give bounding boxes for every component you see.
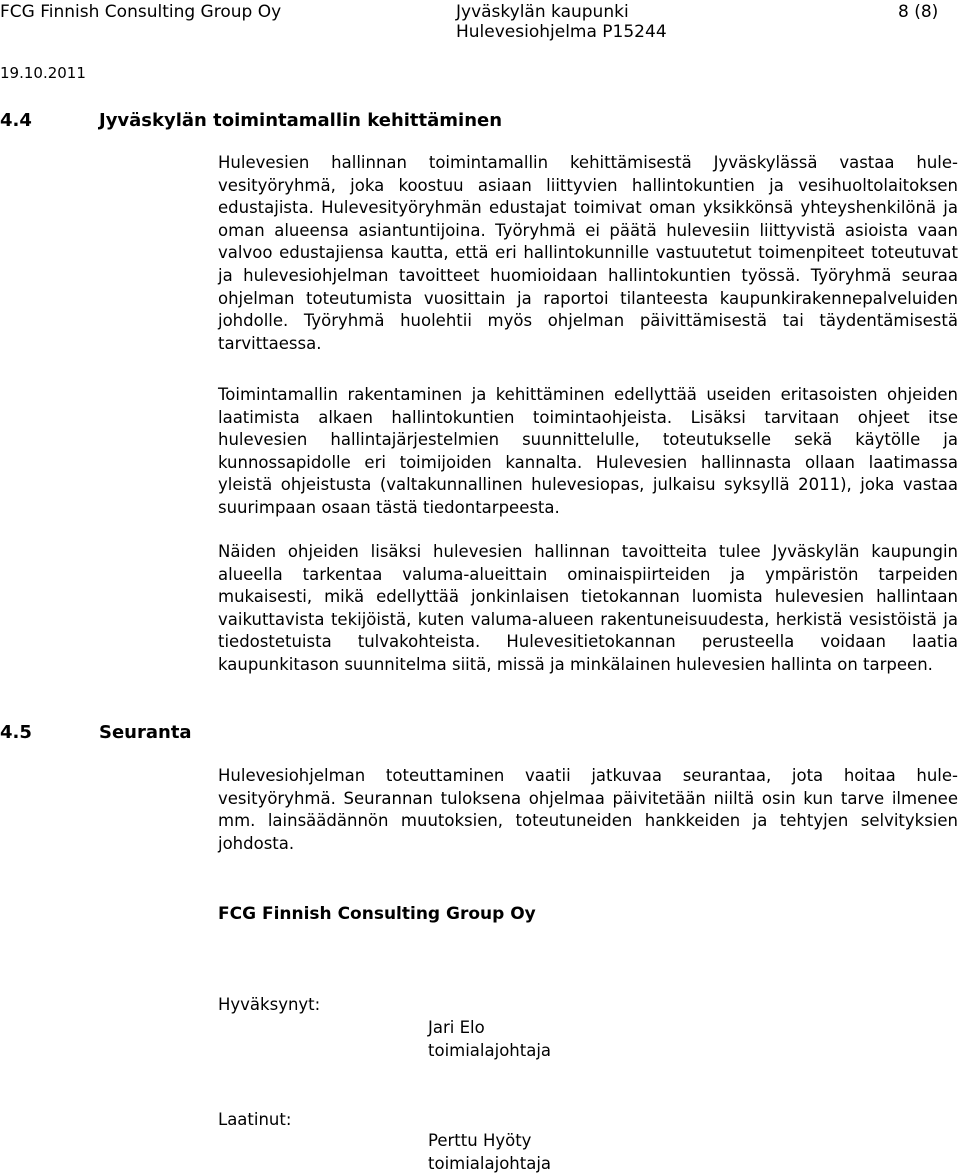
section-title: Jyväskylän toimintamallin kehittäminen [99, 110, 503, 131]
section-heading-4-4 [0, 110, 700, 134]
paragraph: Hulevesiohjelman toteuttaminen vaatii jatkuvaa seurantaa, jota hoitaa hulevesityöryhmä. Seurannan tuloksena ohjelmaa päivitetään niiltä osin kun tarve ilmenee mm. lainsäädännön muutoksien, toteutuneiden hankkeiden ja tehtyjen selvityksien johdosta. [218, 766, 958, 853]
approved-name: Jari Elo [428, 1018, 485, 1037]
paragraph: Toimintamallin rakentaminen ja kehittäminen edellyttää useiden eritasoisten ohjeiden laatimista alkaen hallintokuntien toimintaohjeista. Lisäksi tarvitaan ohjeet itse hulevesien hallintajärjestelmien suunnittelulle, toteutukselle sekä käytölle ja kunnossapidolle eri toimijoiden kannalta. Hulevesien hallinnasta ollaan laatimassa yleistä ohjeistusta (valtakunnallinen hulevesiopas, julkaisu syksyllä 2011), joka vastaa suurimpaan osaan tästä tiedontarpeesta. [218, 385, 958, 517]
section-number: 4.4 [0, 110, 32, 131]
signature-company: FCG Finnish Consulting Group Oy [218, 904, 536, 924]
prepared-title: toimialajohtaja [428, 1154, 552, 1173]
prepared-name: Perttu Hyöty [428, 1131, 532, 1150]
header-company: FCG Finnish Consulting Group Oy [0, 2, 282, 22]
approved-label: Hyväksynyt: [218, 995, 321, 1014]
approved-title: toimialajohtaja [428, 1041, 552, 1060]
paragraph: Näiden ohjeiden lisäksi hulevesien hallinnan tavoitteita tulee Jyväskylän kaupungin alueella tarkentaa valuma-alueittain ominaispiirteiden ja ympäristön tarpeiden mukaisesti, mikä edellyttää jonkinlaisen tietokannan luomista hulevesien hallintaan vaikuttavista tekijöistä, kuten valuma-alueen rakentuneisuudesta, herkistä vesistöistä ja tiedostetuista tulvakohteista. Hulevesitietokannan perusteella voidaan laatia kaupunkitason suunnitelma siitä, missä ja minkälainen hulevesien hallinta on tarpeen. [218, 542, 958, 674]
header-project: Hulevesiohjelma P15244 [456, 22, 667, 42]
header-page-number: 8 (8) [898, 2, 939, 22]
section-heading-4-5 [0, 722, 700, 746]
header-date: 19.10.2011 [0, 64, 86, 82]
section-number: 4.5 [0, 722, 32, 743]
header-client: Jyväskylän kaupunki [456, 2, 629, 22]
prepared-label: Laatinut: [218, 1110, 292, 1129]
section-title: Seuranta [99, 722, 192, 743]
paragraph: Hulevesien hallinnan toimintamallin kehittämisestä Jyväskylässä vastaa hulevesityöryhmä, joka koostuu asiaan liittyvien hallintokuntien ja vesihuoltolaitoksen edustajista. Hulevesityöryhmän edustajat toimivat oman yksikkönsä yhteyshenkilönä ja oman alueensa asiantuntijoina. Työryhmä ei päätä hulevesiin liittyvistä asioista vaan valvoo edustajiensa kautta, että eri hallintokunnille vastuutetut toimenpiteet toteutuvat ja hulevesiohjelman tavoitteet huomioidaan hallintokuntien työssä. Työryhmä seuraa ohjelman toteutumista vuosittain ja raportoi tilanteesta kaupunkirakennepalveluiden johdolle. Työryhmä huolehtii myös ohjelman päivittämisestä tai täydentämisestä tarvittaessa. [218, 153, 958, 353]
